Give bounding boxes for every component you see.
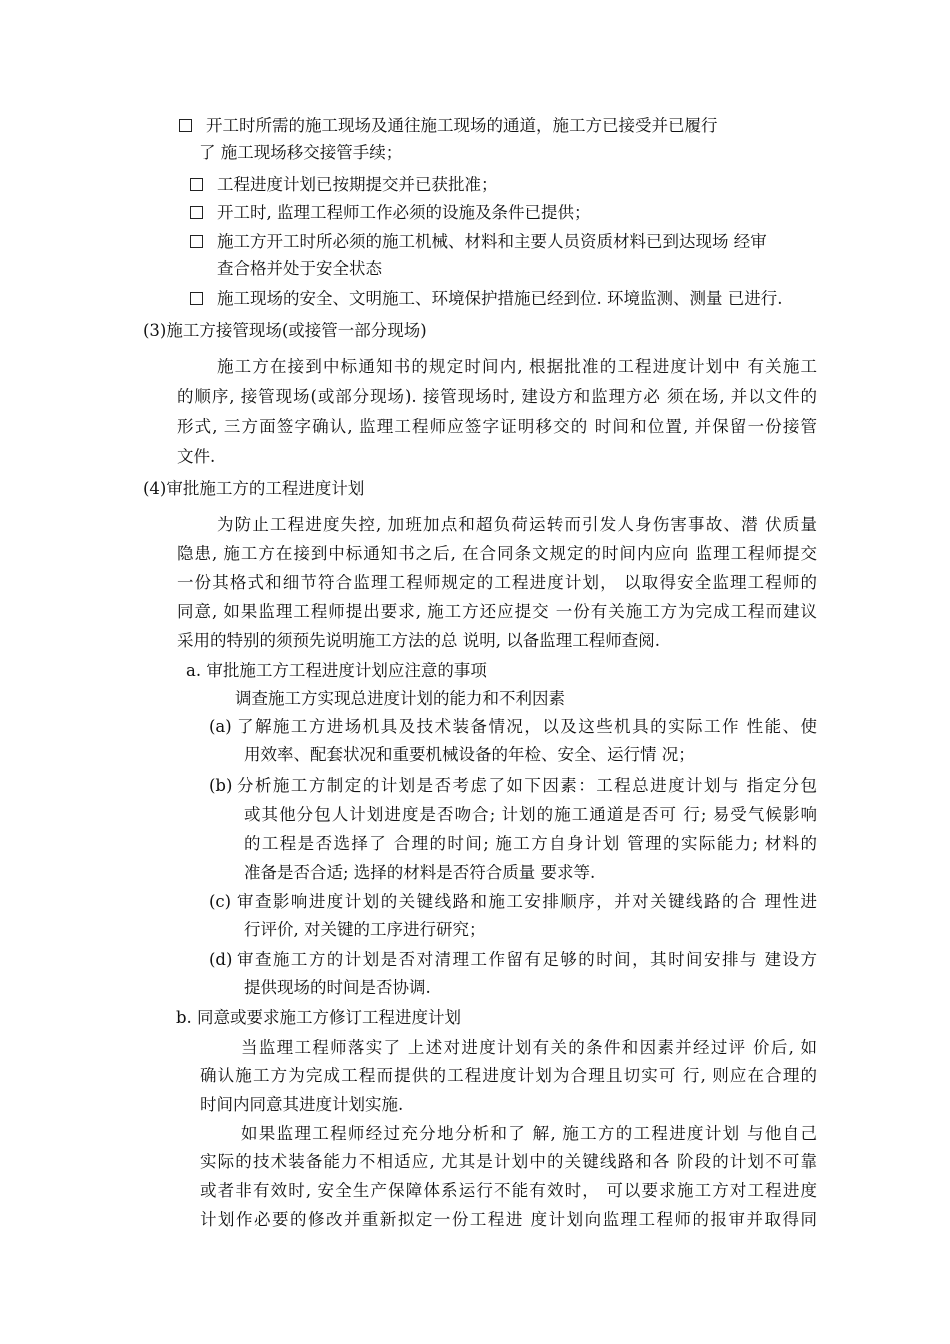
subsection-b-paragraph-line: 确认施工方为完成工程而提供的工程进度计划为合理且切实可 行, 则应在合理的: [200, 1066, 817, 1085]
checkbox-icon: [190, 292, 203, 305]
item-b-line: 的工程是否选择了 合理的时间; 施工方自身计划 管理的实际能力; 材料的: [244, 834, 817, 853]
checklist-item-1: [179, 113, 718, 139]
subsection-b-paragraph-line: 时间内同意其进度计划实施.: [200, 1095, 404, 1114]
checklist-item-text: 施工现场的安全、文明施工、环境保护措施已经到位. 环境监测、测量 已进行.: [217, 289, 783, 308]
item-a-label: (a): [209, 717, 232, 736]
item-d-line: 提供现场的时间是否协调.: [244, 978, 431, 997]
section-4-paragraph-line: 同意, 如果监理工程师提出要求, 施工方还应提交 一份有关施工方为完成工程而建议: [177, 602, 817, 621]
item-c-line: 行评价, 对关键的工序进行研究；: [244, 920, 486, 939]
item-a-line: 了解施工方进场机具及技术装备情况，以及这些机具的实际工作 性能、使: [237, 717, 817, 736]
subsection-b-paragraph-line: 实际的技术装备能力不相适应, 尤其是计划中的关键线路和各 阶段的计划不可靠: [200, 1152, 817, 1171]
section-3-heading: (3)施工方接管现场(或接管一部分现场): [143, 321, 427, 340]
checklist-item-continuation: 查合格并处于安全状态: [217, 259, 382, 278]
subsection-b-paragraph-line: 如果监理工程师经过充分地分析和了 解, 施工方的工程进度计划 与他自己: [241, 1124, 817, 1143]
section-3-paragraph-line: 文件.: [177, 447, 216, 466]
subsection-a-heading: a. 审批施工方工程进度计划应注意的事项: [186, 661, 487, 680]
item-b-line: 准备是否合适; 选择的材料是否符合质量 要求等.: [244, 863, 596, 882]
checkbox-icon: [190, 178, 203, 191]
section-4-heading: (4)审批施工方的工程进度计划: [143, 479, 365, 498]
section-4-paragraph-line: 隐患, 施工方在接到中标通知书之后, 在合同条文规定的时间内应向 监理工程师提交: [177, 544, 817, 563]
checklist-item-text: 工程进度计划已按期提交并已获批准；: [217, 175, 498, 194]
checkbox-icon: [190, 235, 203, 248]
item-b-line: 分析施工方制定的计划是否考虑了如下因素：工程总进度计划与 指定分包: [237, 776, 817, 795]
item-d-line: 审查施工方的计划是否对清理工作留有足够的时间，其时间安排与 建设方: [237, 950, 817, 969]
section-3-paragraph-line: 形式, 三方面签字确认, 监理工程师应签字证明移交的 时间和位置, 并保留一份接管: [177, 417, 817, 436]
subsection-b-paragraph-line: 计划作必要的修改并重新拟定一份工程进 度计划向监理工程师的报审并取得同: [200, 1210, 817, 1229]
section-4-paragraph-line: 采用的特别的须预先说明施工方法的总 说明, 以备监理工程师查阅.: [177, 631, 660, 650]
checklist-item-text: 开工时, 监理工程师工作必须的设施及条件已提供；: [217, 203, 591, 222]
checkbox-icon: [190, 206, 203, 219]
subsection-b-paragraph-line: 或者非有效时, 安全生产保障体系运行不能有效时， 可以要求施工方对工程进度: [200, 1181, 817, 1200]
item-b-line: 或其他分包人计划进度是否吻合; 计划的施工通道是否可 行; 易受气候影响: [244, 805, 817, 824]
section-4-paragraph-line: 一份其格式和细节符合监理工程师规定的工程进度计划， 以取得安全监理工程师的: [177, 573, 817, 592]
checklist-item-5: [190, 286, 782, 312]
section-4-paragraph-line: 为防止工程进度失控, 加班加点和超负荷运转而引发人身伤害事故、潜 伏质量: [217, 515, 817, 534]
checklist-item-2: [190, 172, 498, 198]
checklist-item-4: [190, 229, 767, 255]
item-a-line: 用效率、配套状况和重要机械设备的年检、安全、运行情 况；: [244, 745, 695, 764]
checklist-item-text: 开工时所需的施工现场及通往施工现场的通道，施工方已接受并已履行: [206, 116, 718, 135]
checklist-item-continuation: 了 施工现场移交接管手续；: [199, 143, 403, 162]
subsection-b-heading: b. 同意或要求施工方修订工程进度计划: [176, 1008, 462, 1027]
subsection-b-paragraph-line: 当监理工程师落实了 上述对进度计划有关的条件和因素并经过评 价后, 如: [241, 1038, 817, 1057]
item-b-label: (b): [209, 776, 233, 795]
item-c-line: 审查影响进度计划的关键线路和施工安排顺序，并对关键线路的合 理性进: [237, 892, 817, 911]
item-d-label: (d): [209, 950, 233, 969]
section-3-paragraph-line: 施工方在接到中标通知书的规定时间内, 根据批准的工程进度计划中 有关施工: [217, 357, 817, 376]
checklist-item-3: [190, 200, 591, 226]
item-c-label: (c): [209, 892, 232, 911]
checkbox-icon: [179, 119, 192, 132]
subsection-a-intro: 调查施工方实现总进度计划的能力和不利因素: [235, 689, 565, 708]
section-3-paragraph-line: 的顺序, 接管现场(或部分现场). 接管现场时, 建设方和监理方必 须在场, 并以文件的: [177, 387, 817, 406]
checklist-item-text: 施工方开工时所必须的施工机械、材料和主要人员资质材料已到达现场 经审: [217, 232, 767, 251]
